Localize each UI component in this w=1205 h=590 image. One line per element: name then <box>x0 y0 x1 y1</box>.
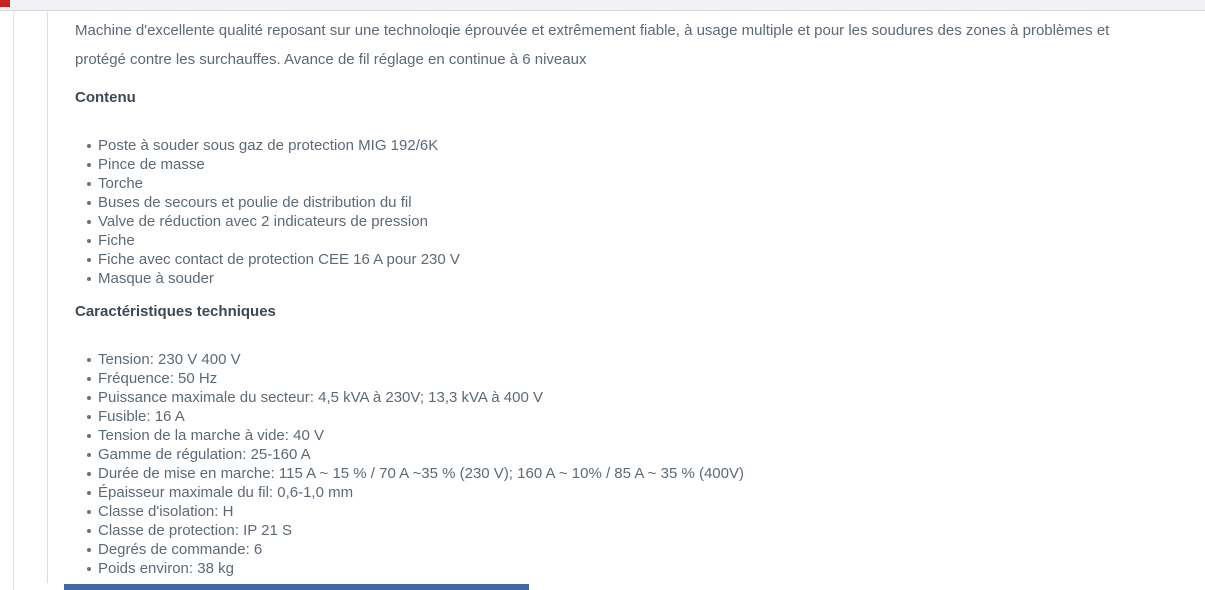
tab-panel-left-border <box>47 12 48 583</box>
section-heading-caracteristiques: Caractéristiques techniques <box>75 303 276 320</box>
list-item: Fréquence: 50 Hz <box>85 369 1155 388</box>
header-bottom-strip <box>0 0 1205 11</box>
list-item: Poste à souder sous gaz de protection MIG 192/6K <box>85 136 1155 155</box>
list-item: Tension de la marche à vide: 40 V <box>85 426 1155 445</box>
outer-left-border <box>13 12 14 590</box>
list-item: Degrés de commande: 6 <box>85 540 1155 559</box>
list-item: Poids environ: 38 kg <box>85 559 1155 578</box>
list-item: Pince de masse <box>85 155 1155 174</box>
section-contenu <box>75 88 1155 288</box>
list-item: Classe de protection: IP 21 S <box>85 521 1155 540</box>
list-item: Torche <box>85 174 1155 193</box>
list-item: Épaisseur maximale du fil: 0,6-1,0 mm <box>85 483 1155 502</box>
section-heading-contenu: Contenu <box>75 89 136 106</box>
red-accent-bar <box>0 0 10 7</box>
list-item: Fusible: 16 A <box>85 407 1155 426</box>
list-item: Valve de réduction avec 2 indicateurs de pression <box>85 212 1155 231</box>
section-caracteristiques <box>75 302 1155 578</box>
next-element-blue-sliver <box>64 584 529 590</box>
list-item: Buses de secours et poulie de distribution du fil <box>85 193 1155 212</box>
list-item: Tension: 230 V 400 V <box>85 350 1155 369</box>
product-description-text: Machine d'excellente qualité reposant sur une technoloqie éprouvée et extrêmement fiable, à usage multiple et pour les soudures des zones à problèmes et protégé contre les surchauffes. Avance de fil réglage en continue à 6 niveaux <box>75 22 1110 68</box>
list-item: Gamme de régulation: 25-160 A <box>85 445 1155 464</box>
list-item: Fiche <box>85 231 1155 250</box>
product-description-panel <box>75 11 1155 578</box>
list-item: Fiche avec contact de protection CEE 16 A pour 230 V <box>85 250 1155 269</box>
list-item: Puissance maximale du secteur: 4,5 kVA à 230V; 13,3 kVA à 400 V <box>85 388 1155 407</box>
list-item: Durée de mise en marche: 115 A ~ 15 % / 70 A ~35 % (230 V); 160 A ~ 10% / 85 A ~ 35 % (400V) <box>85 464 1155 483</box>
contenu-list <box>75 136 1155 288</box>
list-item: Classe d'isolation: H <box>85 502 1155 521</box>
list-item: Masque à souder <box>85 269 1155 288</box>
caracteristiques-list <box>75 350 1155 578</box>
